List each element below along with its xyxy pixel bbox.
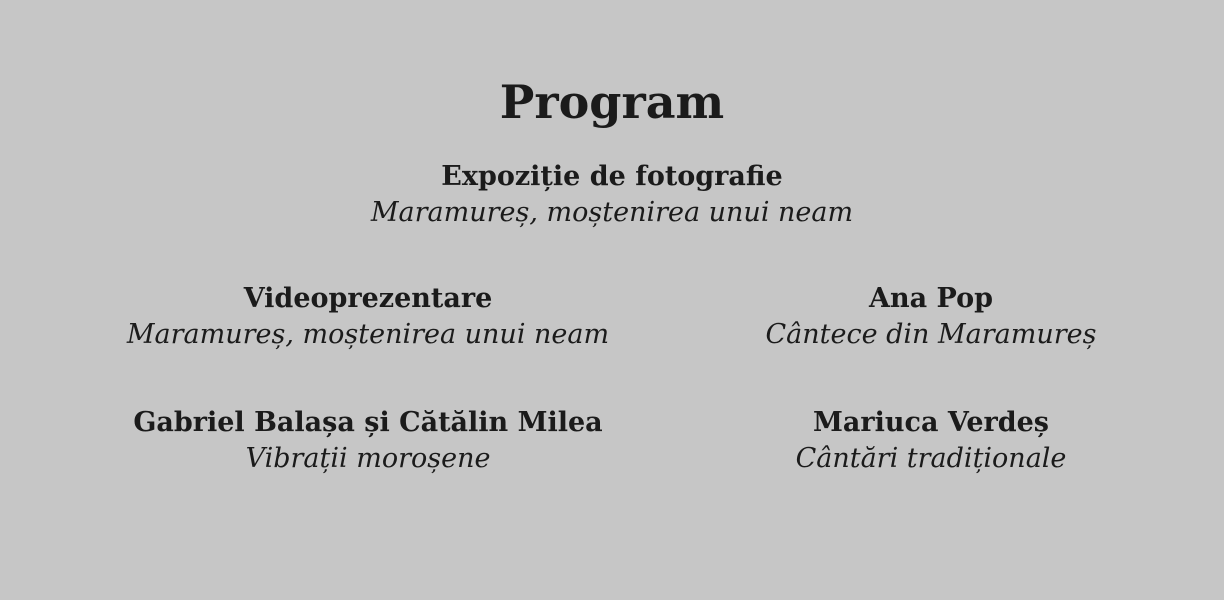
entry-heading: Ana Pop bbox=[869, 283, 993, 314]
program-entry-photo-exhibition bbox=[312, 160, 912, 232]
entry-heading: Mariuca Verdeș bbox=[813, 407, 1049, 438]
entry-subtitle: Cântări tradiționale bbox=[795, 443, 1067, 474]
program-entry-ana-pop bbox=[631, 282, 1224, 354]
entry-heading: Gabriel Balașa și Cătălin Milea bbox=[133, 407, 603, 438]
program-entry-balasa-milea bbox=[68, 406, 668, 478]
entry-subtitle: Maramureș, moștenirea unui neam bbox=[370, 197, 854, 228]
entry-heading: Videoprezentare bbox=[243, 283, 493, 314]
entry-subtitle: Maramureș, moștenirea unui neam bbox=[126, 319, 610, 350]
entry-subtitle: Vibrații moroșene bbox=[245, 443, 491, 474]
program-title: Program bbox=[499, 75, 725, 129]
entry-heading: Expoziție de fotografie bbox=[441, 161, 783, 192]
entry-subtitle: Cântece din Maramureș bbox=[765, 319, 1097, 350]
program-entry-video-presentation bbox=[68, 282, 668, 354]
program-entry-mariuca-verdes bbox=[631, 406, 1224, 478]
